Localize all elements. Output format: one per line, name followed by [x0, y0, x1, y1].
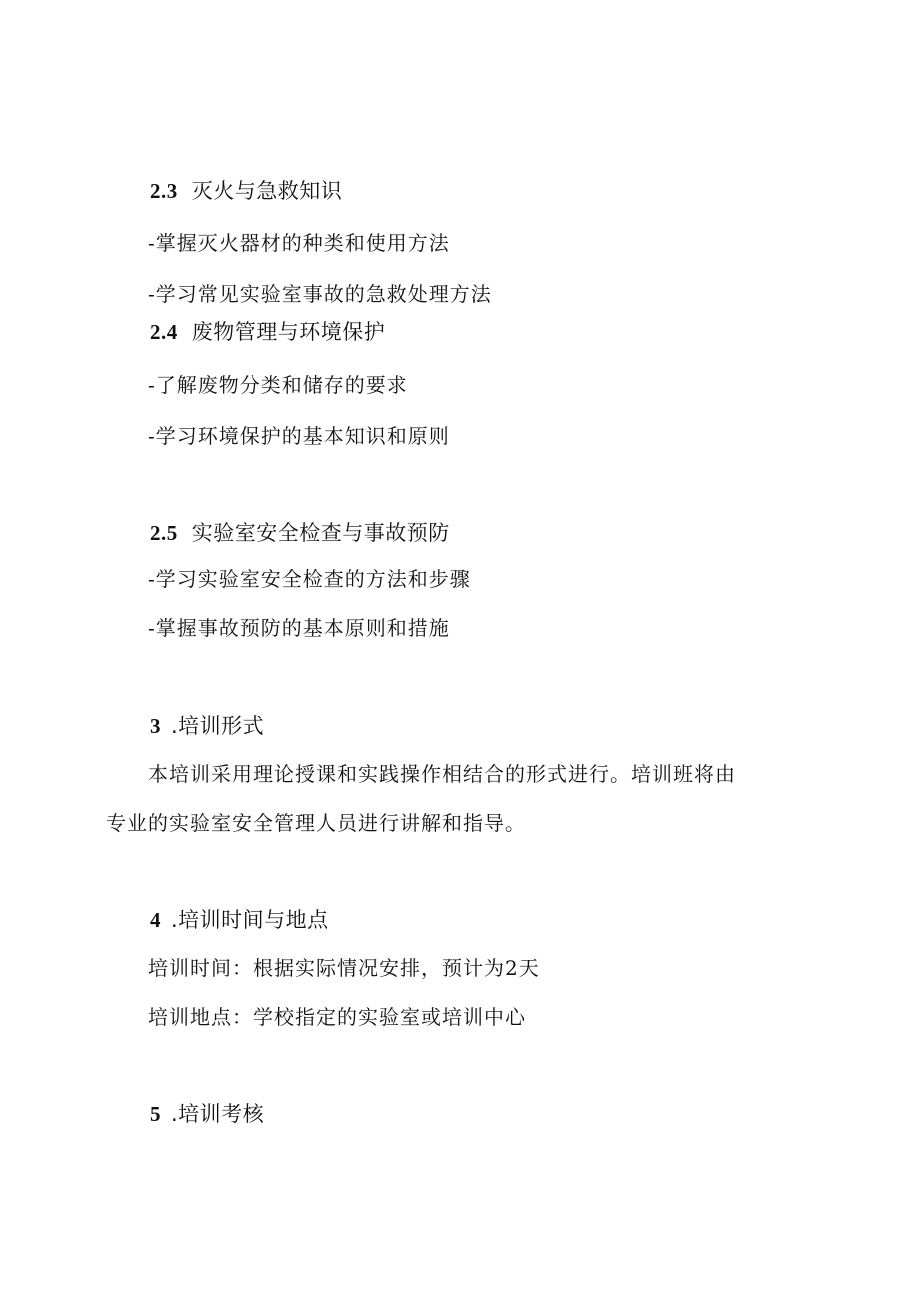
training-place: 培训地点：学校指定的实验室或培训中心: [148, 1005, 526, 1029]
list-item: -掌握灭火器材的种类和使用方法: [148, 231, 450, 255]
section-number: 2.3: [150, 179, 178, 203]
section-title: .培训考核: [171, 1102, 265, 1126]
list-item: -学习常见实验室事故的急救处理方法: [148, 282, 492, 306]
list-item: -学习环境保护的基本知识和原则: [148, 424, 450, 448]
section-2-4-heading: [150, 322, 385, 343]
section-title: 灭火与急救知识: [191, 179, 343, 203]
section-2-3-heading: [150, 181, 342, 202]
list-item: -掌握事故预防的基本原则和措施: [148, 616, 450, 640]
section-3-heading: [150, 716, 264, 737]
section-number: 3: [150, 714, 161, 738]
section-4-heading: [150, 910, 329, 931]
training-time: 培训时间：根据实际情况安排，预计为2天: [148, 956, 540, 980]
section-title: .培训时间与地点: [171, 908, 329, 932]
section-title: 实验室安全检查与事故预防: [191, 521, 450, 545]
section-title: .培训形式: [171, 714, 265, 738]
section-number: 4: [150, 908, 161, 932]
section-2-5-heading: [150, 523, 450, 544]
section-number: 2.5: [150, 521, 178, 545]
list-item: -学习实验室安全检查的方法和步骤: [148, 567, 471, 591]
paragraph-line: 专业的实验室安全管理人员进行讲解和指导。: [106, 811, 526, 835]
section-number: 2.4: [150, 320, 178, 344]
section-number: 5: [150, 1102, 161, 1126]
section-5-heading: [150, 1104, 264, 1125]
section-title: 废物管理与环境保护: [191, 320, 386, 344]
list-item: -了解废物分类和储存的要求: [148, 373, 408, 397]
paragraph-line: 本培训采用理论授课和实践操作相结合的形式进行。培训班将由: [148, 762, 736, 786]
